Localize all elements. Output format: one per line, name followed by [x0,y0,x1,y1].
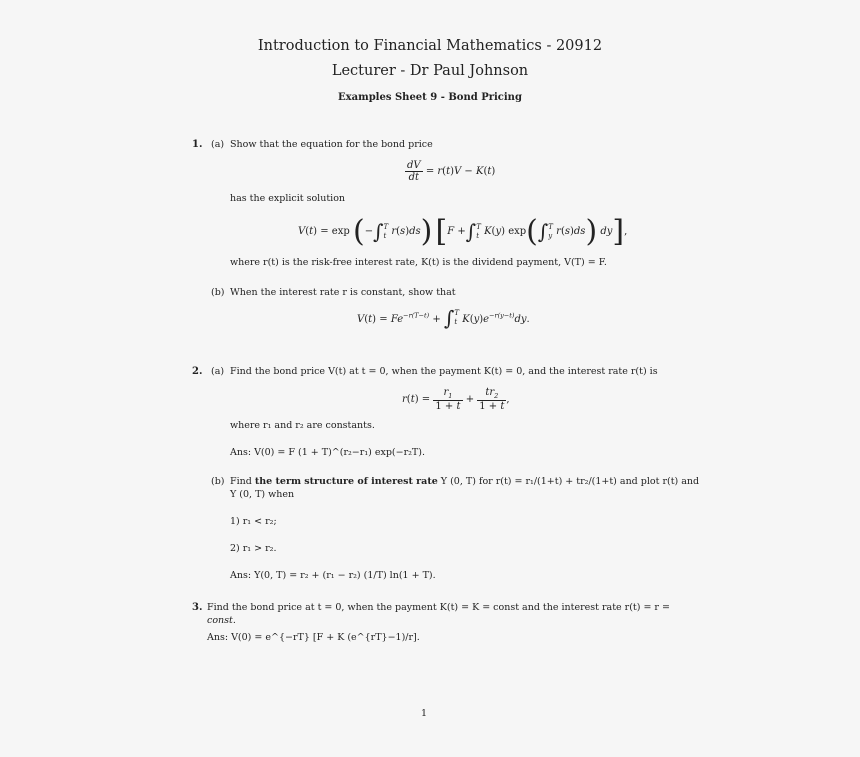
question-2b-text-bold: the term structure of interest rate [254,476,438,487]
question-2b-label: (b) [211,476,225,487]
lecturer-line: Lecturer - Dr Paul Johnson [331,63,529,79]
question-2b-text-line2: Y (0, T) when [230,489,295,500]
question-2b-answer: Ans: Y(0, T) = r₂ + (r₁ − r₂) (1/T) ln(1 + T). [230,570,436,581]
question-3-answer: Ans: V(0) = e^{−rT} [F + K (e^{rT}−1)/r]. [207,632,420,643]
question-2a-label: (a) [211,366,225,377]
question-1b-label: (b) [211,287,225,298]
question-1-number: 1. [192,139,203,150]
question-1b-text: When the interest rate r is constant, show that [230,287,456,298]
question-2-number: 2. [192,366,203,377]
document-title: Introduction to Financial Mathematics - 20912 [257,38,603,54]
question-1a-where-text: where r(t) is the risk-free interest rate, K(t) is the dividend payment, V(T) = F. [230,257,607,268]
question-1a-label: (a) [211,139,225,150]
question-2a-equation: r(t) = $\frac{r_1}{1 + t}$ + $\frac{tr_2}{1 + t}$ , [402,387,510,412]
question-3-number: 3. [192,602,203,613]
question-1a-equation: $\frac{dV}{dt}$ = r(t)V − K(t) [407,160,496,183]
sheet-subtitle: Examples Sheet 9 - Bond Pricing [338,92,522,103]
question-2b-text [230,475,699,488]
question-1a-text: Show that the equation for the bond price [230,139,433,150]
question-3-text: Find the bond price at t = 0, when the payment K(t) = K = const and the interest rate r(t) = r = [207,602,670,613]
question-2b-case-2: 2) r₁ > r₂. [230,543,277,554]
question-2b-text-pre: Find [230,476,255,487]
question-1b-equation: $V(t) = Fe^{-r(T-t)}$ + ∫ T t $K(y)e^{-r(y-t)}dy$. [357,306,530,330]
question-1a-mid-text: has the explicit solution [230,193,346,204]
question-1a-solution: V(t) = exp (−∫ T t r(s)ds) [F +∫ T t K(y) exp(∫ T y r(s)ds) dy], [298,214,628,249]
question-2a-answer: Ans: V(0) = F (1 + T)^(r₂−r₁) exp(−r₂T). [230,447,425,458]
question-3-text-line2: const. [207,615,236,626]
page-number: 1 [420,708,428,719]
question-2b-text-post: Y (0, T) for r(t) = r₁/(1+t) + tr₂/(1+t) and plot r(t) and [437,476,700,487]
question-2b-case-1: 1) r₁ < r₂; [230,516,277,527]
question-2a-where-text: where r₁ and r₂ are constants. [230,420,375,431]
question-2a-text: Find the bond price V(t) at t = 0, when the payment K(t) = 0, and the interest rate r(t) is [230,366,658,377]
